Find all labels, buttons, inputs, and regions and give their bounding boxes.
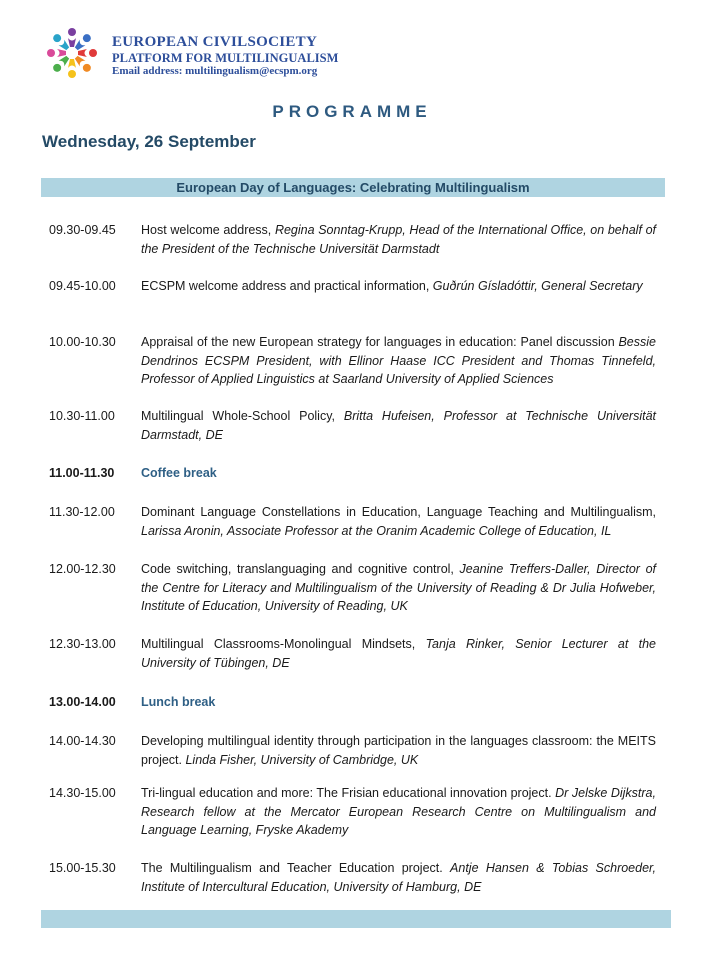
session-speaker: Antje Hansen & Tobias Schroeder, Institute of Intercultural Education, University of Hamburg, DE: [141, 861, 656, 894]
session-speaker: Dr Jelske Dijkstra, Research fellow at the Mercator European Research Centre on Multilingualism and Language Learning, Fryske Akademy: [141, 786, 656, 837]
programme-title: PROGRAMME: [272, 102, 432, 121]
org-email[interactable]: Email address: multilingualism@ecspm.org: [112, 65, 318, 77]
session-time: 12.00-12.30: [49, 562, 116, 576]
day-heading: Wednesday, 26 September: [42, 132, 256, 151]
session-text: [141, 784, 656, 840]
footer-band: [41, 910, 671, 928]
session-text: [141, 221, 656, 258]
session-text: [141, 635, 656, 672]
session-title: Code switching, translanguaging and cognitive control,: [141, 562, 460, 576]
session-time: 12.30-13.00: [49, 637, 116, 651]
session-title: The Multilingualism and Teacher Education project.: [141, 861, 451, 875]
session-speaker: Bessie Dendrinos ECSPM President, with Ellinor Haase ICC President and Thomas Tinnefeld, Professor of Applied Linguistics at Saarland University of Applied Sciences: [141, 335, 656, 386]
session-speaker: Linda Fisher, University of Cambridge, UK: [185, 752, 419, 767]
session-text: [141, 503, 656, 540]
coffee-break-label: Coffee break: [141, 466, 217, 480]
header: [42, 24, 642, 84]
lunch-break-label: Lunch break: [141, 695, 216, 709]
session-text: [141, 859, 656, 896]
session-time: 14.00-14.30: [49, 734, 116, 748]
break-time: 13.00-14.00: [49, 695, 116, 709]
session-title: Multilingual Classrooms-Monolingual Mindsets,: [141, 637, 426, 651]
session-speaker: Guðrún Gísladóttir, General Secretary: [432, 279, 643, 293]
session-text: [141, 732, 656, 769]
break-time: 11.00-11.30: [49, 466, 115, 480]
session-speaker: Britta Hufeisen, Professor at Technische Universität Darmstadt, DE: [141, 409, 656, 442]
day-theme-band: [41, 178, 665, 197]
session-title: Tri-lingual education and more: The Frisian educational innovation project.: [141, 786, 556, 800]
session-title: ECSPM welcome address and practical information,: [141, 279, 433, 293]
session-speaker: Regina Sonntag-Krupp, Head of the International Office, on behalf of the President of the Technische Universität Darmstadt: [141, 223, 656, 256]
session-speaker: Tanja Rinker, Senior Lecturer at the University of Tübingen, DE: [141, 637, 656, 670]
session-speaker: Larissa Aronin, Associate Professor at the Oranim Academic College of Education, IL: [141, 523, 612, 538]
session-speaker: Jeanine Treffers-Daller, Director of the Centre for Literacy and Multilingualism of the University of Reading & Dr Julia Hofweber, Institute of Education, University of Reading, UK: [141, 562, 656, 613]
session-time: 09.30-09.45: [49, 223, 116, 237]
session-text: [141, 560, 656, 616]
session-title: Multilingual Whole-School Policy,: [141, 409, 344, 423]
session-title: Dominant Language Constellations in Education, Language Teaching and Multilingualism,: [141, 505, 656, 519]
session-title: Host welcome address,: [141, 223, 275, 237]
session-title: Appraisal of the new European strategy for languages in education: Panel discussion: [141, 335, 619, 349]
session-time: 11.30-12.00: [49, 505, 115, 519]
session-time: 10.30-11.00: [49, 409, 115, 423]
session-text: [141, 333, 656, 389]
session-time: 10.00-10.30: [49, 335, 116, 349]
session-time: 15.00-15.30: [49, 861, 116, 875]
session-text: [141, 277, 656, 296]
people-circle-logo-icon: [42, 24, 102, 82]
org-name-line1: EUROPEAN CIVILSOCIETY: [112, 34, 318, 50]
session-time: 09.45-10.00: [49, 279, 116, 293]
organisation-block: [112, 34, 338, 78]
session-time: 14.30-15.00: [49, 786, 116, 800]
session-text: [141, 407, 656, 444]
org-name-line2: PLATFORM FOR MULTILINGUALISM: [112, 51, 339, 65]
session-title: Developing multilingual identity through participation in the languages classroom: the MEITS project.: [141, 734, 656, 767]
day-theme-title: European Day of Languages: Celebrating Multilingualism: [176, 180, 530, 195]
